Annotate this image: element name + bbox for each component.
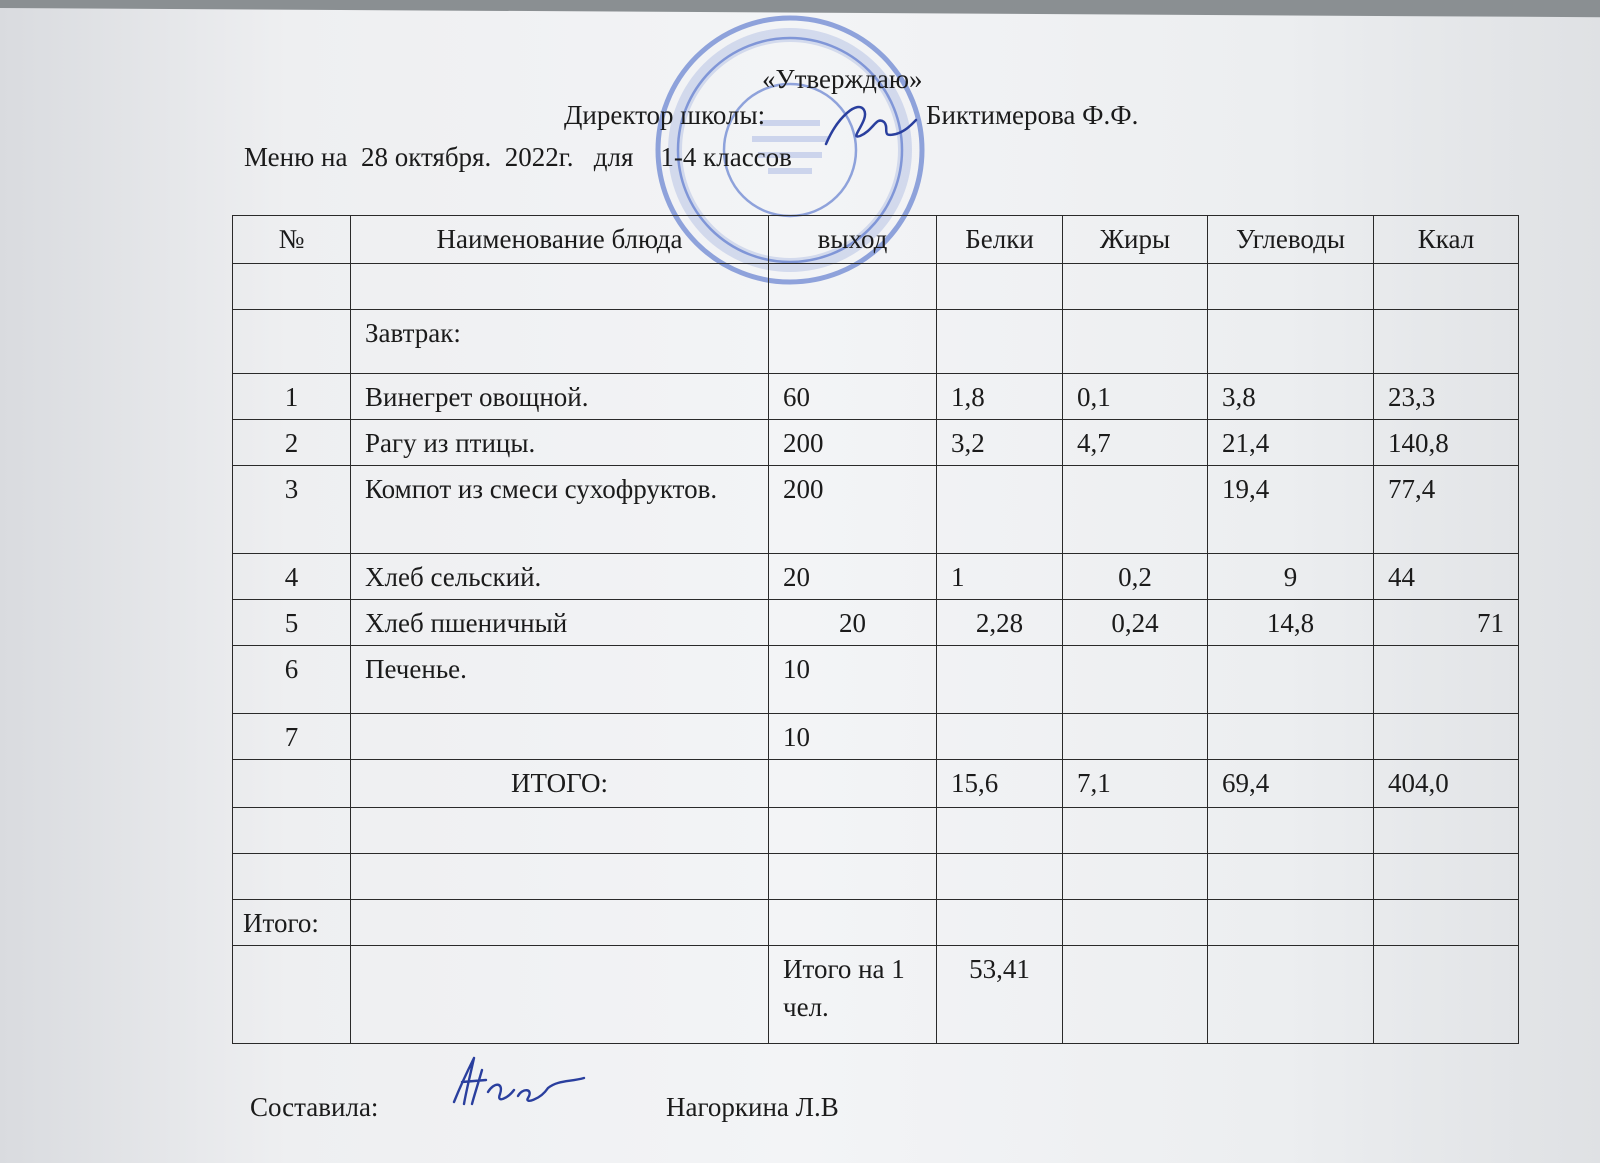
dish-proteins: 3,2 xyxy=(937,420,1063,466)
dish-name: Хлеб пшеничный xyxy=(351,600,769,646)
dish-kcal: 71 xyxy=(1374,600,1519,646)
row-number: 5 xyxy=(233,600,351,646)
dish-carbs xyxy=(1208,714,1374,760)
row-number: 4 xyxy=(233,554,351,600)
dish-proteins xyxy=(937,466,1063,554)
col-header-fats: Жиры xyxy=(1063,216,1208,264)
subtotal-carbs: 69,4 xyxy=(1208,760,1374,808)
table-row-empty xyxy=(233,264,1519,310)
dish-kcal: 140,8 xyxy=(1374,420,1519,466)
table-header-row xyxy=(233,216,1519,264)
dish-carbs xyxy=(1208,646,1374,714)
table-row xyxy=(233,466,1519,554)
table-row-per-person xyxy=(233,946,1519,1044)
row-number: 1 xyxy=(233,374,351,420)
compiler-signature xyxy=(448,1052,588,1114)
col-header-number: № xyxy=(233,216,351,264)
table-row xyxy=(233,374,1519,420)
table-row-empty xyxy=(233,808,1519,854)
dish-proteins xyxy=(937,714,1063,760)
dish-output: 200 xyxy=(769,420,937,466)
dish-carbs: 3,8 xyxy=(1208,374,1374,420)
director-signature xyxy=(818,96,918,156)
col-header-proteins: Белки xyxy=(937,216,1063,264)
subtotal-kcal: 404,0 xyxy=(1374,760,1519,808)
table-row xyxy=(233,714,1519,760)
dish-name xyxy=(351,714,769,760)
dish-proteins: 2,28 xyxy=(937,600,1063,646)
dish-carbs: 21,4 xyxy=(1208,420,1374,466)
dish-output: 10 xyxy=(769,714,937,760)
dish-fats: 0,1 xyxy=(1063,374,1208,420)
dish-output: 20 xyxy=(769,600,937,646)
table-row-section xyxy=(233,310,1519,374)
dish-proteins xyxy=(937,646,1063,714)
menu-table xyxy=(232,215,1519,1044)
col-header-carbs: Углеводы xyxy=(1208,216,1374,264)
row-number: 2 xyxy=(233,420,351,466)
row-number: 6 xyxy=(233,646,351,714)
dish-name: Винегрет овощной. xyxy=(351,374,769,420)
col-header-dish: Наименование блюда xyxy=(351,216,769,264)
dish-proteins: 1 xyxy=(937,554,1063,600)
per-person-value: 53,41 xyxy=(937,946,1063,1044)
dish-output: 20 xyxy=(769,554,937,600)
dish-name: Хлеб сельский. xyxy=(351,554,769,600)
col-header-output: выход xyxy=(769,216,937,264)
dish-name: Печенье. xyxy=(351,646,769,714)
approve-heading: «Утверждаю» xyxy=(762,64,923,94)
dish-fats: 0,2 xyxy=(1063,554,1208,600)
dish-proteins: 1,8 xyxy=(937,374,1063,420)
subtotal-fats: 7,1 xyxy=(1063,760,1208,808)
col-header-kcal: Ккал xyxy=(1374,216,1519,264)
dish-kcal: 77,4 xyxy=(1374,466,1519,554)
dish-kcal xyxy=(1374,646,1519,714)
row-number: 3 xyxy=(233,466,351,554)
dish-output: 60 xyxy=(769,374,937,420)
dish-output: 10 xyxy=(769,646,937,714)
dish-name: Компот из смеси сухофруктов. xyxy=(351,466,769,554)
dish-carbs: 9 xyxy=(1208,554,1374,600)
table-row-subtotal xyxy=(233,760,1519,808)
section-breakfast: Завтрак: xyxy=(351,310,769,374)
table-row-empty xyxy=(233,854,1519,900)
dish-kcal: 44 xyxy=(1374,554,1519,600)
compiled-name: Нагоркина Л.В xyxy=(666,1092,839,1122)
dish-output: 200 xyxy=(769,466,937,554)
dish-fats xyxy=(1063,646,1208,714)
dish-kcal xyxy=(1374,714,1519,760)
director-name: Биктимерова Ф.Ф. xyxy=(926,100,1139,130)
dish-fats xyxy=(1063,466,1208,554)
row-number: 7 xyxy=(233,714,351,760)
dish-carbs: 19,4 xyxy=(1208,466,1374,554)
subtotal-proteins: 15,6 xyxy=(937,760,1063,808)
table-row xyxy=(233,420,1519,466)
table-row-total xyxy=(233,900,1519,946)
subtotal-label: ИТОГО: xyxy=(351,760,769,808)
total-label: Итого: xyxy=(233,900,351,946)
compiled-label: Составила: xyxy=(250,1092,379,1122)
dish-kcal: 23,3 xyxy=(1374,374,1519,420)
dish-carbs: 14,8 xyxy=(1208,600,1374,646)
dish-fats: 4,7 xyxy=(1063,420,1208,466)
dish-fats xyxy=(1063,714,1208,760)
table-row xyxy=(233,554,1519,600)
table-row xyxy=(233,646,1519,714)
dish-name: Рагу из птицы. xyxy=(351,420,769,466)
menu-date-line: Меню на 28 октября. 2022г. для 1-4 классов xyxy=(244,142,792,172)
dish-fats: 0,24 xyxy=(1063,600,1208,646)
table-row xyxy=(233,600,1519,646)
per-person-label: Итого на 1 чел. xyxy=(769,946,937,1044)
director-label: Директор школы: xyxy=(564,100,766,130)
